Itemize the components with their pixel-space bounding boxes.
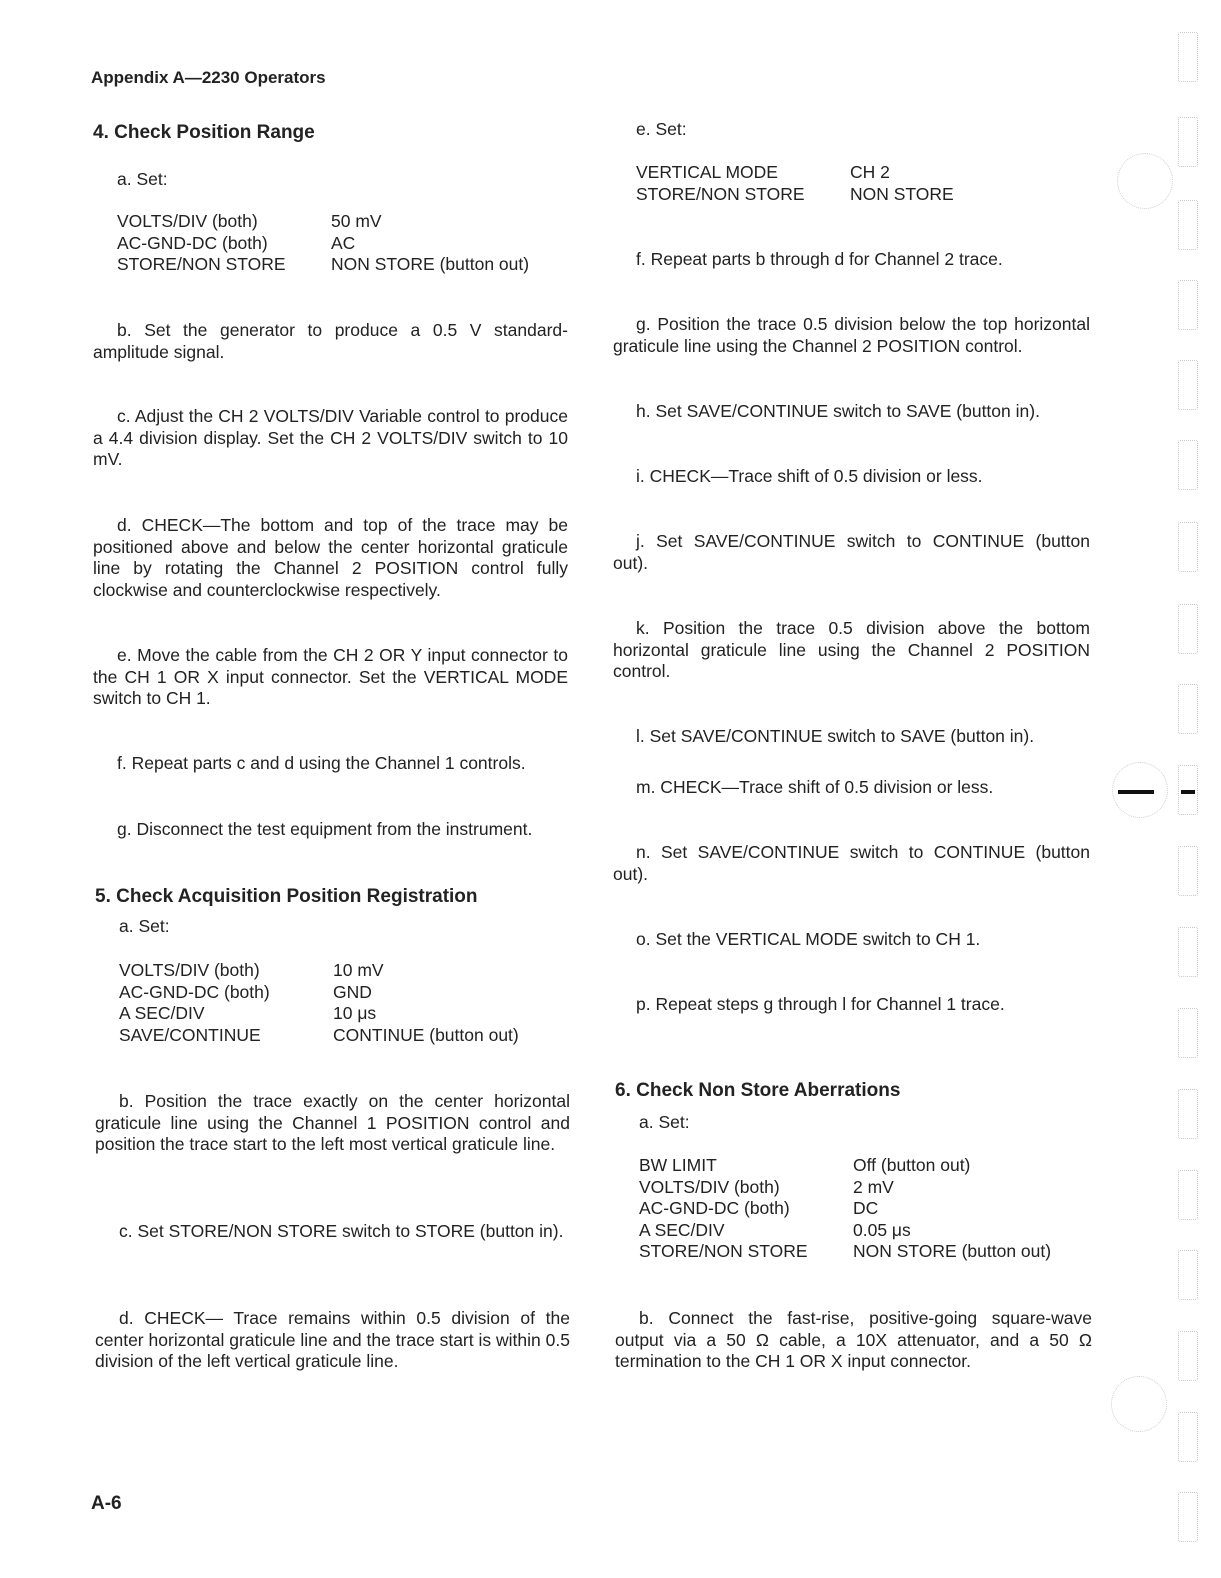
- s5-settings-table: [119, 960, 519, 1046]
- s6-setting-value: 2 mV: [853, 1176, 894, 1197]
- s4-setting-value: NON STORE (button out): [331, 254, 530, 274]
- s6-setting-value: 0.05 μs: [853, 1219, 911, 1240]
- index-slot: [1178, 846, 1198, 896]
- s6-settings-table: [639, 1155, 1051, 1263]
- s5-setting-control: SAVE/CONTINUE: [119, 1024, 261, 1045]
- binder-hole-bottom: [1111, 1376, 1167, 1432]
- s6-step-b: b. Connect the fast-rise, positive-going square-wave output via a 50 Ω cable, a 10X attenuator, and a 50 Ω termination to the CH 1 OR X input connector.: [615, 1308, 1092, 1371]
- section-4-title: 4. Check Position Range: [93, 122, 315, 143]
- section-5-title: 5. Check Acquisition Position Registration: [95, 886, 478, 907]
- s5-setting-value: GND: [333, 981, 372, 1002]
- s4-setting-control: VOLTS/DIV (both): [117, 211, 258, 231]
- s6-setting-control: VOLTS/DIV (both): [639, 1176, 780, 1197]
- s5-setting-control: VOLTS/DIV (both): [119, 960, 260, 980]
- s4-step-d: d. CHECK—The bottom and top of the trace may be positioned above and below the center horizontal graticule line by rotating the Channel 2 POSITION control fully clockwise and counterclockwise respectively.: [93, 515, 568, 600]
- index-slot: [1178, 280, 1198, 330]
- index-slot: [1178, 1412, 1198, 1462]
- s4r-step-n: n. Set SAVE/CONTINUE switch to CONTINUE (button out).: [613, 842, 1090, 884]
- index-slot: [1178, 1492, 1198, 1542]
- index-slot: [1178, 200, 1198, 250]
- s4-right-settings-table: [636, 162, 954, 205]
- index-slot: [1178, 1331, 1198, 1381]
- index-strip: [1178, 32, 1200, 1552]
- s5-step-d: d. CHECK— Trace remains within 0.5 division of the center horizontal graticule line and the trace start is within 0.5 division of the left vertical graticule line.: [95, 1308, 570, 1371]
- s4-e-label: e. Set:: [636, 119, 687, 139]
- s4-step-f: f. Repeat parts c and d using the Channel 1 controls.: [117, 753, 526, 773]
- s5-step-c: c. Set STORE/NON STORE switch to STORE (button in).: [119, 1221, 564, 1241]
- index-slot: [1178, 440, 1198, 490]
- s4r-setting-value: NON STORE: [850, 183, 954, 204]
- s6-setting-control: AC-GND-DC (both): [639, 1198, 790, 1218]
- s4-setting-control: STORE/NON STORE: [117, 254, 286, 274]
- s5-setting-value: 10 μs: [333, 1003, 377, 1023]
- index-slot: [1178, 1089, 1198, 1139]
- s4r-step-f: f. Repeat parts b through d for Channel 2 trace.: [636, 249, 1003, 269]
- s4-setting-control: AC-GND-DC (both): [117, 232, 268, 253]
- s4-a-label: a. Set:: [117, 169, 168, 189]
- s6-a-label: a. Set:: [639, 1112, 690, 1132]
- s4r-step-g: g. Position the trace 0.5 division below the top horizontal graticule line using the Channel 2 POSITION control.: [613, 314, 1090, 356]
- s5-a-label: a. Set:: [119, 916, 170, 936]
- s5-setting-control: A SEC/DIV: [119, 1003, 205, 1023]
- s4-step-b: b. Set the generator to produce a 0.5 V standard-amplitude signal.: [93, 320, 568, 362]
- s4-step-c: c. Adjust the CH 2 VOLTS/DIV Variable control to produce a 4.4 division display. Set the CH 2 VOLTS/DIV switch to 10 mV.: [93, 406, 568, 469]
- s6-setting-value: DC: [853, 1198, 879, 1218]
- s5-setting-value: 10 mV: [333, 960, 384, 980]
- s4-settings-table: [117, 211, 529, 276]
- s6-setting-control: A SEC/DIV: [639, 1219, 725, 1240]
- running-header: Appendix A—2230 Operators: [91, 68, 326, 87]
- s5-setting-value: CONTINUE (button out): [333, 1024, 519, 1045]
- s4-setting-value: 50 mV: [331, 211, 382, 231]
- s4r-step-j: j. Set SAVE/CONTINUE switch to CONTINUE (button out).: [613, 531, 1090, 573]
- s5-setting-control: AC-GND-DC (both): [119, 981, 270, 1002]
- s4r-setting-value: CH 2: [850, 162, 890, 182]
- index-slot: [1178, 360, 1198, 410]
- s5-step-b: b. Position the trace exactly on the center horizontal graticule line using the Channel 1 POSITION control and position the trace start to the left most vertical graticule line.: [95, 1091, 570, 1154]
- index-slot: [1178, 1170, 1198, 1220]
- page-number: A-6: [91, 1493, 122, 1514]
- index-slot: [1178, 684, 1198, 734]
- index-slot: [1178, 927, 1198, 977]
- index-slot: [1178, 522, 1198, 572]
- index-slot: [1178, 32, 1198, 82]
- s4r-step-p: p. Repeat steps g through l for Channel 1 trace.: [636, 994, 1005, 1014]
- s4r-setting-control: VERTICAL MODE: [636, 162, 778, 182]
- binder-hole-top: [1117, 153, 1173, 209]
- index-slot: [1178, 604, 1198, 654]
- s6-setting-control: BW LIMIT: [639, 1155, 717, 1175]
- s4-step-e: e. Move the cable from the CH 2 OR Y input connector to the CH 1 OR X input connector. Set the VERTICAL MODE switch to CH 1.: [93, 645, 568, 708]
- s4r-step-l: l. Set SAVE/CONTINUE switch to SAVE (button in).: [636, 726, 1035, 746]
- s4r-step-h: h. Set SAVE/CONTINUE switch to SAVE (button in).: [636, 401, 1040, 421]
- s4-setting-value: AC: [331, 232, 356, 253]
- s4r-step-o: o. Set the VERTICAL MODE switch to CH 1.: [636, 929, 981, 949]
- index-slot: [1178, 117, 1198, 167]
- s6-setting-value: NON STORE (button out): [853, 1241, 1052, 1261]
- index-tab-mark: [1118, 790, 1154, 794]
- s4r-setting-control: STORE/NON STORE: [636, 183, 805, 204]
- section-6-title: 6. Check Non Store Aberrations: [615, 1080, 901, 1101]
- index-slot: [1178, 1250, 1198, 1300]
- s4r-step-k: k. Position the trace 0.5 division above the bottom horizontal graticule line using the Channel 2 POSITION control.: [613, 618, 1090, 681]
- s6-setting-control: STORE/NON STORE: [639, 1241, 808, 1261]
- s4r-step-m: m. CHECK—Trace shift of 0.5 division or less.: [636, 777, 994, 797]
- s4r-step-i: i. CHECK—Trace shift of 0.5 division or less.: [636, 466, 983, 486]
- s6-setting-value: Off (button out): [853, 1155, 971, 1175]
- s4-step-g: g. Disconnect the test equipment from the instrument.: [117, 819, 533, 839]
- index-slot: [1178, 1008, 1198, 1058]
- index-slot: [1178, 765, 1198, 815]
